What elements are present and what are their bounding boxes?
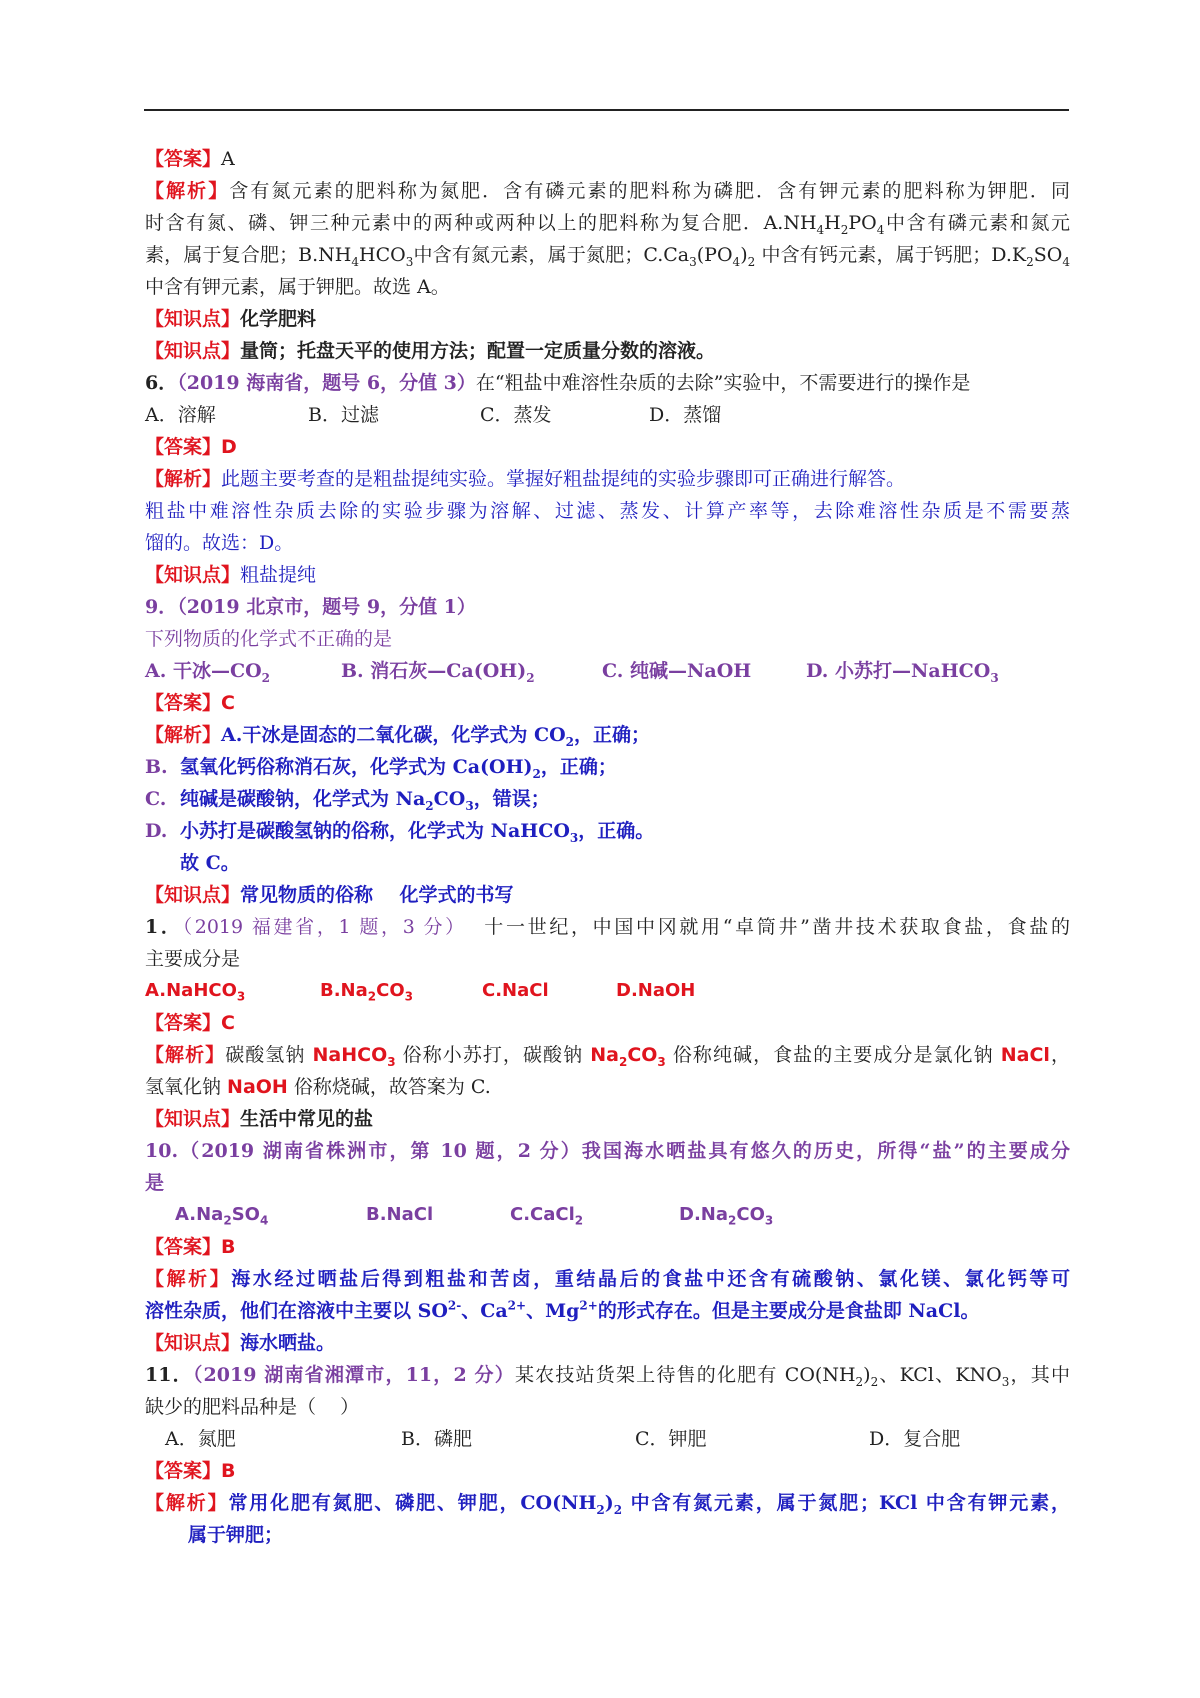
answer-line [145,1455,1070,1487]
question-text: 是 [145,1172,165,1194]
analysis-line [145,495,1070,527]
answer-line [145,1007,1070,1039]
item-prefix: C. [145,788,167,810]
analysis-tag: 【解析】 [145,724,222,746]
analysis-line [145,751,1070,783]
analysis-line [145,271,1070,303]
subscript: 4 [876,222,885,237]
superscript: 2+ [579,1298,598,1313]
analysis-text: ，正确； [574,724,651,746]
answer-value: B [221,1460,236,1482]
analysis-text: HCO [359,244,406,266]
analysis-line [145,815,1070,847]
subscript: 3 [657,1054,666,1069]
option-d [679,1199,773,1231]
analysis-text: 中含有钙元素，属于钙肥；D.K [755,244,1027,266]
option-c [510,1199,583,1231]
options-row [145,975,1070,1007]
analysis-text: ，正确。 [578,820,655,842]
option-d [616,975,695,1007]
subscript: 2 [565,734,575,749]
option-b [320,975,413,1007]
subscript: 2 [728,1213,737,1228]
option-text: D.NaOH [616,980,696,1001]
question-text: ，其中 [1009,1364,1070,1386]
item-prefix: B. [145,756,168,778]
question-number: 1． [145,916,183,938]
analysis-line [145,783,1070,815]
question-text: 缺少的肥料品种是（ ） [145,1396,360,1418]
question-text: 主要成分是 [145,948,241,970]
knowledge-line [145,335,1070,367]
formula-part: CO [627,1044,658,1066]
analysis-text: 、Mg [526,1300,580,1322]
subscript: 2 [367,989,377,1004]
subscript: 4 [732,254,741,269]
analysis-line [145,719,1070,751]
option-text: SO [231,1204,260,1225]
question-text: 10.（2019 湖南省株洲市，第 10 题，2 分）我国海水晒盐具有悠久的历史，所得“盐”的主要成分 [145,1140,1070,1162]
knowledge-tag: 【知识点】 [145,564,241,586]
formula-text [312,1044,396,1069]
subscript: 3 [990,670,999,685]
analysis-text: 故 C。 [180,852,240,874]
subscript: 3 [405,254,414,269]
knowledge-line [145,303,1070,335]
analysis-tag: 【解析】 [145,180,230,202]
knowledge-text: 量筒；托盘天平的使用方法；配置一定质量分数的溶液。 [240,340,716,362]
analysis-line [145,463,1070,495]
analysis-text: 、Ca [461,1300,508,1322]
analysis-text: ) [604,1492,614,1514]
subscript: 2 [618,1054,628,1069]
answer-tag: 【答案】 [145,1236,222,1258]
option-text: A. 干冰—CO [145,660,262,682]
option-d: D．复合肥 [869,1428,961,1450]
formula-part: Na [590,1044,619,1066]
subscript: 2 [574,1213,584,1228]
option-text: CO [376,980,405,1001]
analysis-text: 常用化肥有氮肥、磷肥、钾肥，CO(NH [228,1492,597,1514]
option-a [175,1199,268,1231]
analysis-line [145,1295,1070,1327]
analysis-tag: 【解析】 [145,468,222,490]
analysis-text: 中含有氮元素，属于氮肥；KCl 中含有钾元素， [622,1492,1070,1514]
analysis-text: H [824,212,841,234]
analysis-text: 俗称纯碱，食盐的主要成分是氯化钠 [665,1044,1001,1066]
option-a: A．溶解 [145,404,216,426]
subscript: 3 [236,989,246,1004]
question-text-line [145,623,1070,655]
answer-value: C [221,1012,235,1034]
analysis-line [145,175,1070,207]
knowledge-tag: 【知识点】 [145,308,241,330]
answer-line [145,143,1070,175]
question-number: 9． [145,596,178,618]
knowledge-line [145,879,1070,911]
subscript: 2 [526,670,535,685]
question-source: （2019 海南省，题号 6，分值 3） [177,372,476,394]
option-c: C．蒸发 [480,404,552,426]
option-d: D．蒸馏 [649,404,722,426]
analysis-text: 时含有氮、磷、钾三种元素中的两种或两种以上的肥料称为复合肥．A.NH [145,212,817,234]
analysis-line [145,1263,1070,1295]
subscript: 4 [1062,254,1070,269]
subscript: 3 [764,1213,774,1228]
option-text: CO [736,1204,765,1225]
formula-text [590,1044,666,1069]
option-c: C．钾肥 [635,1428,707,1450]
answer-value: C [221,692,235,714]
analysis-text: 溶性杂质，他们在溶液中主要以 SO [145,1300,448,1322]
subscript: 2 [1026,254,1034,269]
analysis-line [145,1071,1070,1103]
option-b: B．磷肥 [401,1428,472,1450]
options-row [145,399,1070,431]
analysis-line [145,239,1070,271]
analysis-line [180,847,1105,879]
analysis-tag: 【解析】 [145,1268,232,1290]
option-text: D. 小苏打—NaHCO [806,660,991,682]
analysis-text: CO [433,788,466,810]
option-text: C. 纯碱—NaOH [602,660,752,682]
question-text: ) [863,1364,871,1386]
analysis-text: 素，属于复合肥；B.NH [145,244,352,266]
option-c [482,975,549,1007]
analysis-line [188,1519,1113,1551]
question-stem [145,591,1070,623]
knowledge-line [145,1103,1070,1135]
subscript: 3 [689,254,697,269]
option-d [806,655,999,687]
answer-line [145,687,1070,719]
knowledge-tag: 【知识点】 [145,884,241,906]
answer-line [145,431,1070,463]
option-text: B. 消石灰—Ca(OH) [341,660,527,682]
analysis-text: A.干冰是固态的二氧化碳，化学式为 CO [221,724,566,746]
option-text: B.Na [320,980,368,1001]
analysis-line [145,207,1070,239]
question-number: 6． [145,372,178,394]
analysis-text: ， [1049,1044,1070,1066]
analysis-line [145,1487,1070,1519]
question-stem [145,1359,1070,1391]
option-text: C.NaCl [482,980,549,1001]
option-text: A.NaHCO [145,980,237,1001]
subscript: 3 [1001,1374,1010,1389]
formula-text: NaOH [227,1076,288,1098]
knowledge-text: 常见物质的俗称 化学式的书写 [240,884,514,906]
question-stem [145,367,1070,399]
analysis-line [145,527,1070,559]
subscript: 4 [259,1213,269,1228]
question-text: 、KCl、KNO [878,1364,1002,1386]
option-text: D.Na [679,1204,728,1225]
subscript: 2 [840,222,849,237]
answer-line [145,1231,1070,1263]
analysis-text: 纯碱是碳酸钠，化学式为 Na [180,788,426,810]
analysis-text: 属于钾肥； [188,1524,284,1546]
analysis-line [145,1039,1070,1071]
option-text: C.CaCl [510,1204,575,1225]
item-prefix: D. [145,820,168,842]
answer-tag: 【答案】 [145,436,222,458]
question-text: 在“粗盐中难溶性杂质的去除”实验中，不需要进行的操作是 [475,372,971,394]
knowledge-line [145,559,1070,591]
analysis-text: 馏的。故选：D。 [145,532,294,554]
option-text: A.Na [175,1204,224,1225]
analysis-text: 中含有氮元素，属于氮肥；C.Ca [413,244,690,266]
knowledge-text: 化学肥料 [240,308,317,330]
subscript: 2 [855,1374,864,1389]
question-source: （2019 福建省，1 题，3 分） [182,916,467,938]
question-stem [145,1135,1070,1167]
knowledge-text: 粗盐提纯 [240,564,317,586]
answer-tag: 【答案】 [145,148,222,170]
answer-value: A [221,148,235,170]
analysis-text: 俗称小苏打，碳酸钠 [395,1044,591,1066]
knowledge-line [145,1327,1070,1359]
analysis-text: PO [848,212,877,234]
analysis-text: (PO [696,244,733,266]
analysis-text: 氢氧化钠 [145,1076,228,1098]
subscript: 3 [569,830,579,845]
subscript: 2 [596,1502,605,1517]
option-c [602,655,751,687]
analysis-text: ，错误； [473,788,550,810]
options-row [145,655,1070,687]
knowledge-tag: 【知识点】 [145,1332,241,1354]
analysis-text: 含有氮元素的肥料称为氮肥．含有磷元素的肥料称为磷肥．含有钾元素的肥料称为钾肥．同 [229,180,1070,202]
question-text-line [145,1167,1070,1199]
subscript: 4 [351,254,360,269]
knowledge-text: 生活中常见的盐 [240,1108,374,1130]
analysis-text: SO [1033,244,1063,266]
knowledge-tag: 【知识点】 [145,1108,241,1130]
analysis-text: 此题主要考查的是粗盐提纯实验。掌握好粗盐提纯的实验步骤即可正确进行解答。 [221,468,906,490]
analysis-text: 俗称烧碱，故答案为 C. [287,1076,491,1098]
option-a [145,975,245,1007]
options-row [145,1199,1070,1231]
question-text: 十一世纪，中国中冈就用“卓筒井”凿井技术获取食盐，食盐的 [466,916,1070,938]
analysis-text: ，正确； [540,756,617,778]
question-text: 某农技站货架上待售的化肥有 CO(NH [514,1364,856,1386]
subscript: 2 [261,670,271,685]
analysis-tag: 【解析】 [145,1492,229,1514]
question-source: （2019 湖南省湘潭市，11，2 分） [192,1364,515,1386]
analysis-text: ) [740,244,748,266]
analysis-tag: 【解析】 [145,1044,226,1066]
analysis-text: 粗盐中难溶性杂质去除的实验步骤为溶解、过滤、蒸发、计算产率等，去除难溶性杂质是不需要蒸 [145,500,1070,522]
subscript: 2 [425,798,434,813]
superscript: 2- [447,1298,462,1313]
analysis-text: 海水经过晒盐后得到粗盐和苦卤，重结晶后的食盐中还含有硫酸钠、氯化镁、氯化钙等可 [231,1268,1070,1290]
analysis-text: 碳酸氢钠 [225,1044,313,1066]
question-text-line [145,1391,1070,1423]
subscript: 3 [404,989,414,1004]
header-rule [144,109,1069,111]
subscript: 2 [870,1374,879,1389]
subscript: 3 [387,1054,396,1069]
answer-value: B [221,1236,236,1258]
question-text-line [145,943,1070,975]
subscript: 4 [816,222,825,237]
answer-tag: 【答案】 [145,1012,222,1034]
question-text: 下列物质的化学式不正确的是 [145,628,393,650]
knowledge-text: 海水晒盐。 [240,1332,336,1354]
question-source: （2019 北京市，题号 9，分值 1） [177,596,476,618]
question-stem [145,911,1070,943]
subscript: 2 [223,1213,232,1228]
answer-tag: 【答案】 [145,1460,222,1482]
analysis-text: 的形式存在。但是主要成分是食盐即 NaCl。 [597,1300,980,1322]
options-row [145,1423,1070,1455]
answer-value: D [221,436,237,458]
option-b: B．过滤 [308,404,379,426]
option-a: A．氮肥 [165,1428,236,1450]
option-b [341,655,535,687]
superscript: 2+ [507,1298,527,1313]
analysis-text: 小苏打是碳酸氢钠的俗称，化学式为 NaHCO [180,820,570,842]
option-a [145,655,270,687]
analysis-text: 中含有钾元素，属于钾肥。故选 A。 [145,276,450,298]
analysis-text: 中含有磷元素和氮元 [884,212,1070,234]
knowledge-tag: 【知识点】 [145,340,241,362]
subscript: 3 [465,798,474,813]
formula-part: NaHCO [312,1044,388,1066]
option-text: B.NaCl [366,1204,434,1225]
answer-tag: 【答案】 [145,692,222,714]
subscript: 2 [747,254,756,269]
subscript: 2 [613,1502,623,1517]
subscript: 2 [532,766,541,781]
option-b [366,1199,433,1231]
analysis-text: 氢氧化钙俗称消石灰，化学式为 Ca(OH) [180,756,533,778]
formula-text: NaCl [1000,1044,1050,1066]
question-number: 11． [145,1364,193,1386]
